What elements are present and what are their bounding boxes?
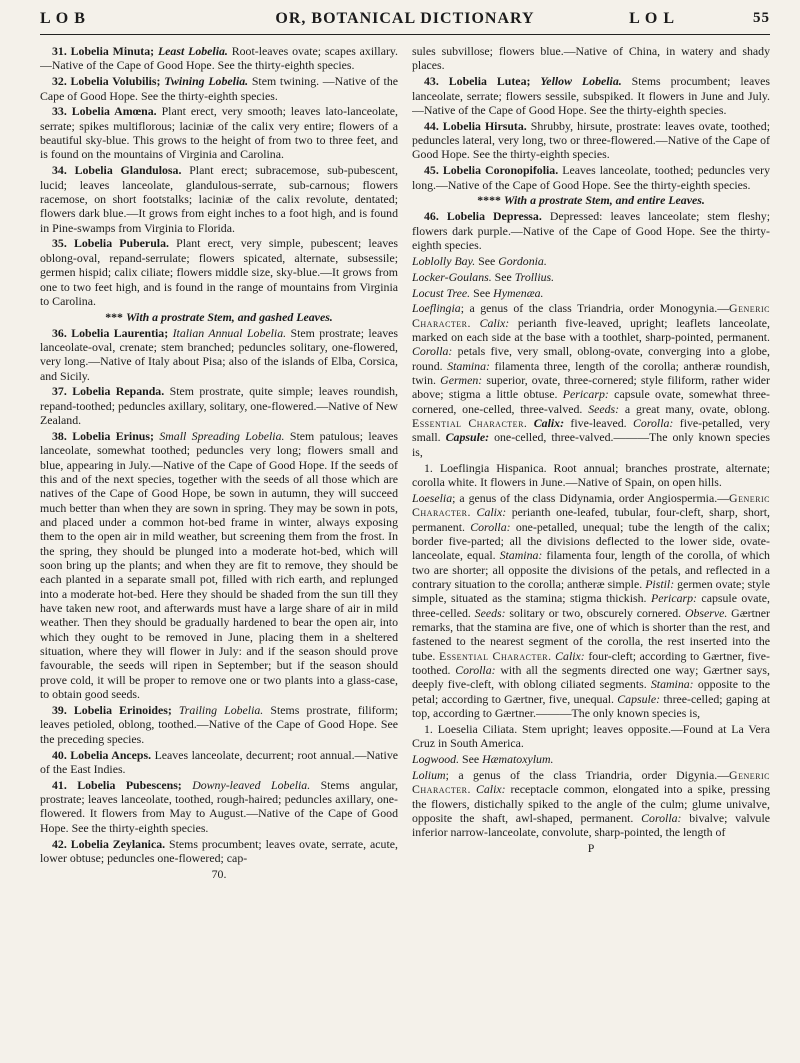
text-run: Downy-leaved Lobelia. xyxy=(192,777,311,792)
text-run: Corolla: xyxy=(641,810,682,825)
text-run: 39. Lobelia Erinoides; xyxy=(52,702,179,717)
text-run: Trailing Lobelia. xyxy=(178,702,264,717)
text-run: ; a genus of the class Didynamia, order Angiospermia.— xyxy=(452,490,730,505)
text-run: Gordonia. xyxy=(498,253,547,268)
header-title: OR, BOTANICAL DICTIONARY xyxy=(275,10,535,27)
entry-paragraph xyxy=(412,768,770,840)
entry-paragraph xyxy=(412,286,770,300)
text-run: Observe. xyxy=(684,605,728,620)
text-run: Generic Character. xyxy=(412,301,770,330)
text-run: solitary or two, obscurely cornered. xyxy=(505,605,685,620)
text-run: 1. Loeselia Ciliata. Stem upright; leaves opposite.—Found at La Vera Cruz in South America. xyxy=(412,721,770,751)
text-run: Twining Lobelia. xyxy=(164,74,249,89)
text-run: filamenta three, length of the corolla; antheræ roundish, twin. xyxy=(412,358,770,388)
text-run: Leaves lanceolate, toothed; peduncles very long.—Native of the Cape of Good Hope. See the thirty-eighth species. xyxy=(412,163,770,192)
entry-paragraph xyxy=(412,193,770,207)
text-run: See xyxy=(491,269,515,284)
text-run: Corolla: xyxy=(455,662,496,677)
text-run: Calix: xyxy=(479,315,510,330)
text-run: Generic Character. xyxy=(412,767,770,797)
text-run: See xyxy=(475,253,499,268)
text-run: Plant erect, very smooth; leaves lato-lanceolate, serrate; spikes multiflorous; laciniæ of the calix very entire; flowers of a beautiful sky-blue. This grows to the height of from two to three feet, and is found on the mountains of Virginia and Carolina. xyxy=(40,104,398,162)
entry-paragraph xyxy=(412,841,770,855)
text-run: Essential Character. xyxy=(412,416,528,431)
text-run xyxy=(471,316,480,330)
text-run: Calix: xyxy=(476,505,507,520)
text-run: Stem prostrate, quite simple; leaves roundish, repand-toothed; peduncles axillary, solitary, one-flowered.—Native of New Zealand. xyxy=(40,384,398,428)
text-run: five-petalled, very small. xyxy=(412,416,770,445)
text-run: Corolla: xyxy=(470,519,511,534)
entry-paragraph xyxy=(40,703,398,746)
text-run: 41. Lobelia Pubescens; xyxy=(52,777,193,792)
entry-paragraph xyxy=(40,837,398,866)
text-run: Corolla: xyxy=(412,344,453,359)
text-run: Loeflingia xyxy=(412,301,461,316)
text-run: Stem twining. —Native of the Cape of Good Hope. See the thirty-eighth species. xyxy=(40,74,398,103)
text-run: Capsule: xyxy=(617,691,661,706)
text-run: five-leaved. xyxy=(564,416,634,431)
text-run: 31. Lobelia Minuta; xyxy=(52,44,158,58)
left-column xyxy=(40,44,398,1055)
text-run: germen ovate; style simple, situated as the stamina; stigma thickish. xyxy=(412,576,770,606)
entry-paragraph xyxy=(412,752,770,766)
header-left-word: L O B xyxy=(40,10,86,27)
text-run: ; a genus of the class Triandria, order Digynia.— xyxy=(445,767,730,782)
entry-paragraph xyxy=(412,163,770,192)
text-run: Root-leaves ovate; scapes axillary.—Native of the Cape of Good Hope. See the thirty-eighth species. xyxy=(40,44,398,73)
text-run: Stems procumbent; leaves ovate, serrate, acute, lower obtuse; peduncles one-flowered; cap- xyxy=(40,836,398,865)
entry-paragraph xyxy=(412,74,770,117)
page-number: 55 xyxy=(753,10,770,26)
text-run: 33. Lobelia Amœna. xyxy=(52,104,162,119)
text-run: with all the segments directed one way; Gærtner says, deeply five-cleft, with oblong ciliated segments. xyxy=(412,662,770,692)
text-run: Leaves lanceolate, decurrent; root annual.—Native of the East Indies. xyxy=(40,747,398,776)
entry-paragraph xyxy=(40,104,398,161)
text-run: Generic Character. xyxy=(412,490,770,520)
text-run: 70. xyxy=(211,866,227,881)
entry-paragraph xyxy=(40,74,398,103)
entry-paragraph xyxy=(412,209,770,252)
text-run: ; a genus of the class Triandria, order Monogynia.— xyxy=(460,301,730,316)
entry-paragraph xyxy=(40,163,398,235)
text-run: *** xyxy=(105,309,126,324)
text-run: Hymenæa. xyxy=(493,285,544,300)
text-run: Stems angular, prostrate; leaves lanceolate, toothed, rough-haired; peduncles axillary, one-flowered. It flowers from May to August.—Native of the Cape of Good Hope. See the thirty-eighth species. xyxy=(40,777,398,835)
text-run: 37. Lobelia Repanda. xyxy=(52,384,170,399)
text-run: **** xyxy=(477,193,504,208)
text-run: Essential Character. xyxy=(438,648,552,663)
text-run: sules subvillose; flowers blue.—Native of China, in watery and shady places. xyxy=(412,44,770,73)
text-run: 34. Lobelia Glandulosa. xyxy=(52,163,190,178)
entry-paragraph xyxy=(40,778,398,835)
header-rule xyxy=(40,34,770,35)
entry-paragraph xyxy=(40,748,398,777)
text-run: Stem patulous; leaves lanceolate, somewhat toothed; peduncles very long; flowers small and blue, appearing in July.—Native of the Cape of Good Hope. If the seeds of this and of the next species, together with the seeds of all those which are natives of the Cape of Good Hope, be sown in autumn, they will succeed much better than when they are sown in spring. They may be sown in pots, and placed under a common hot-bed frame in winter, always exposing them to the open air in mild weather, but screening them from the frost. In the spring, they should be plunged into a moderate hot-bed, which will soon bring up the plants; and when they are fit to remove, they should be each planted in a separate small pot, filled with rich earth, and replunged into a moderate hot-bed. Here they should be shaded from the sun till they have taken new root, and afterwards must have a large share of air in mild weather. Then they should be gradually hardened to bear the open air, into which they ought to be removed in June, placing them in a sheltered situation, where they will flower in July: and if the season should prove favourable, the seeds will ripen in September; but if the season should prove cold, it will be proper to remove one or two plants into a glass-case, to obtain good seeds. xyxy=(40,428,398,702)
text-run: See xyxy=(470,285,494,300)
text-run: Stamina: xyxy=(499,548,543,563)
entry-paragraph xyxy=(412,491,770,721)
text-run: Italian Annual Lobelia. xyxy=(172,325,287,340)
text-run: Yellow Lobelia. xyxy=(540,74,622,89)
text-run: Seeds: xyxy=(474,605,506,620)
text-run: Stamina: xyxy=(650,677,694,692)
text-run: capsule ovate, somewhat three-cornered, one-celled, three-valved. xyxy=(412,387,770,416)
text-run: Pericarp: xyxy=(650,591,697,606)
text-run: Stem prostrate; leaves lanceolate-oval, crenate; stem branched; peduncles solitary, one-flowered, very long.—Native of Italy about Pisa; also of the islands of Elba, Corsica, and Sicily. xyxy=(40,325,398,383)
entry-paragraph xyxy=(412,44,770,73)
text-run: 32. Lobelia Volubilis; xyxy=(52,74,165,89)
entry-paragraph xyxy=(412,270,770,284)
text-run: capsule ovate, three-celled. xyxy=(412,591,770,620)
text-run: With a prostrate Stem, and entire Leaves. xyxy=(503,193,705,208)
text-run: Logwood. xyxy=(412,752,460,766)
entry-paragraph xyxy=(412,461,770,490)
text-run: Trollius. xyxy=(514,269,555,284)
entry-paragraph xyxy=(40,384,398,427)
text-run: 1. Loeflingia Hispanica. Root annual; branches prostrate, alternate; corolla white. It flowers in June.—Native of Spain, on open hills. xyxy=(412,460,770,489)
text-run: one-petalled, unequal; tube the length of the calix; border five-parted; all the divisions deflected to the lower side, ovate-lanceolate, equal. xyxy=(412,519,770,563)
text-run: one-celled, three-valved.———The only known species is, xyxy=(412,430,770,459)
text-run: Stems prostrate, filiform; leaves petioled, oblong, toothed.—Native of the Cape of Good Hope. See the preceding species. xyxy=(40,702,398,746)
text-run: Depressed: leaves lanceolate; stem fleshy; flowers dark purple.—Native of the Cape of Good Hope. See the thirty-eighth species. xyxy=(412,209,770,252)
text-run: perianth one-leafed, tubular, four-cleft, sharp, short, permanent. xyxy=(412,505,770,534)
text-run: 35. Lobelia Puberula. xyxy=(52,236,177,251)
text-run: perianth five-leaved, upright; leaflets lanceolate, marked on each side at the base with a toothlet, sharp-pointed, permanent. xyxy=(412,315,770,345)
entry-paragraph xyxy=(412,722,770,751)
text-run: With a prostrate Stem, and gashed Leaves. xyxy=(125,309,333,324)
entry-paragraph xyxy=(40,236,398,308)
text-run: Pistil: xyxy=(645,576,675,591)
text-run: 43. Lobelia Lutea; xyxy=(424,74,541,89)
entry-paragraph xyxy=(40,867,398,881)
text-run: Small Spreading Lobelia. xyxy=(159,428,285,443)
text-run: 40. Lobelia Anceps. xyxy=(52,747,155,762)
text-run: Calix: xyxy=(555,648,585,663)
text-run: four-cleft; according to Gærtner, five-toothed. xyxy=(412,648,770,677)
header-right-word: L O L xyxy=(629,10,675,27)
text-run: Gærtner remarks, that the stamina are five, one of which is shorter than the rest, and fastened to the nearest segment of the corolla, the rest inserted into the tube. xyxy=(412,605,770,663)
entry-paragraph xyxy=(40,310,398,324)
right-column xyxy=(412,44,770,1055)
text-run: Pericarp: xyxy=(562,387,609,402)
text-run: opposite to the petal; according to Gærtner, five, unequal. xyxy=(412,677,770,706)
text-columns xyxy=(40,44,770,1055)
text-run: 42. Lobelia Zeylanica. xyxy=(52,836,169,851)
entry-paragraph xyxy=(412,301,770,459)
text-run: Loeselia xyxy=(412,490,453,505)
text-run: Lolium xyxy=(412,767,446,782)
entry-paragraph xyxy=(412,119,770,162)
text-run: Hæmatoxylum. xyxy=(482,752,554,766)
text-run: Shrubby, hirsute, prostrate: leaves ovate, toothed; peduncles lateral, very long, two or three-flowered.—Native of the Cape of Good Hope. See the thirty-eighth species. xyxy=(412,118,770,162)
text-run: Seeds: xyxy=(588,401,620,416)
entry-paragraph xyxy=(412,254,770,268)
text-run: Locker-Goulans. xyxy=(412,269,492,284)
text-run: Loblolly Bay. xyxy=(412,253,476,268)
text-run: 36. Lobelia Laurentia; xyxy=(52,325,173,340)
text-run: 44. Lobelia Hirsuta. xyxy=(424,118,531,133)
text-run: Germen: xyxy=(440,373,483,388)
text-run: Capsule: xyxy=(445,430,490,445)
text-run: Stems procumbent; leaves lanceolate, serrate; flowers sessile, subspiked. It flowers in June and July.—Native of the Cape of Good Hope. See the thirty-eighth species. xyxy=(412,74,770,117)
text-run: P xyxy=(587,841,595,856)
text-run: 46. Lobelia Depressa. xyxy=(424,209,550,224)
text-run: Stamina: xyxy=(447,358,490,373)
text-run: receptacle common, elongated into a spike, pressing the flowers, distichally spiked to the angle of the culm; glume univalve, opposite the shaft, awl-shaped, permanent. xyxy=(412,782,770,825)
text-run: Calix: xyxy=(475,782,506,797)
text-run: bivalve; valvule inferior narrow-lanceolate, convolute, sharp-pointed, the length of xyxy=(412,810,770,840)
entry-paragraph xyxy=(40,326,398,383)
entry-paragraph xyxy=(40,429,398,702)
text-run: petals five, very small, oblong-ovate, converging into a globe, round. xyxy=(412,344,770,373)
text-run: Locust Tree. xyxy=(412,285,471,300)
text-run: Calix: xyxy=(533,416,565,431)
text-run: a great many, ovate, oblong. xyxy=(619,401,770,416)
text-run: filamenta four, length of the corolla, of which two are shorter; all opposite the divisions of the petals, and reflected in a contrary situation to the corolla; antheræ simple. xyxy=(412,548,770,591)
entry-paragraph xyxy=(40,44,398,73)
text-run: three-celled; gaping at top, according to Gærtner.———The only known species is, xyxy=(412,691,770,720)
text-run: Least Lobelia. xyxy=(157,44,228,58)
text-run: superior, ovate, three-cornered; style filiform, rather wider above; stigma a little obtuse. xyxy=(412,373,770,402)
text-run: Plant erect; subracemose, sub-pubescent, lucid; leaves lanceolate, glandulous-serrate, sub-carnous; flowers racemose, on short footstalks; laciniæ of the calix revolute, dentated; flowers dark blue.—It grows from eight inches to a foot high, and is found in Pine-swamps from Virginia to Florida. xyxy=(40,163,398,235)
text-run: 45. Lobelia Coronopifolia. xyxy=(424,163,563,178)
running-header xyxy=(40,8,770,34)
text-run: Plant erect, very simple, pubescent; leaves oblong-oval, repand-serrulate; flowers spicated, alternate, subsessile; germen hispid; calix ciliate; flowers middle size, sky-blue.—It grows from one to two feet high, and is found in the range of mountains from Virginia to Carolina. xyxy=(40,236,398,308)
text-run: Corolla: xyxy=(633,416,674,431)
text-run: 38. Lobelia Erinus; xyxy=(52,428,160,443)
text-run: See xyxy=(459,752,483,766)
